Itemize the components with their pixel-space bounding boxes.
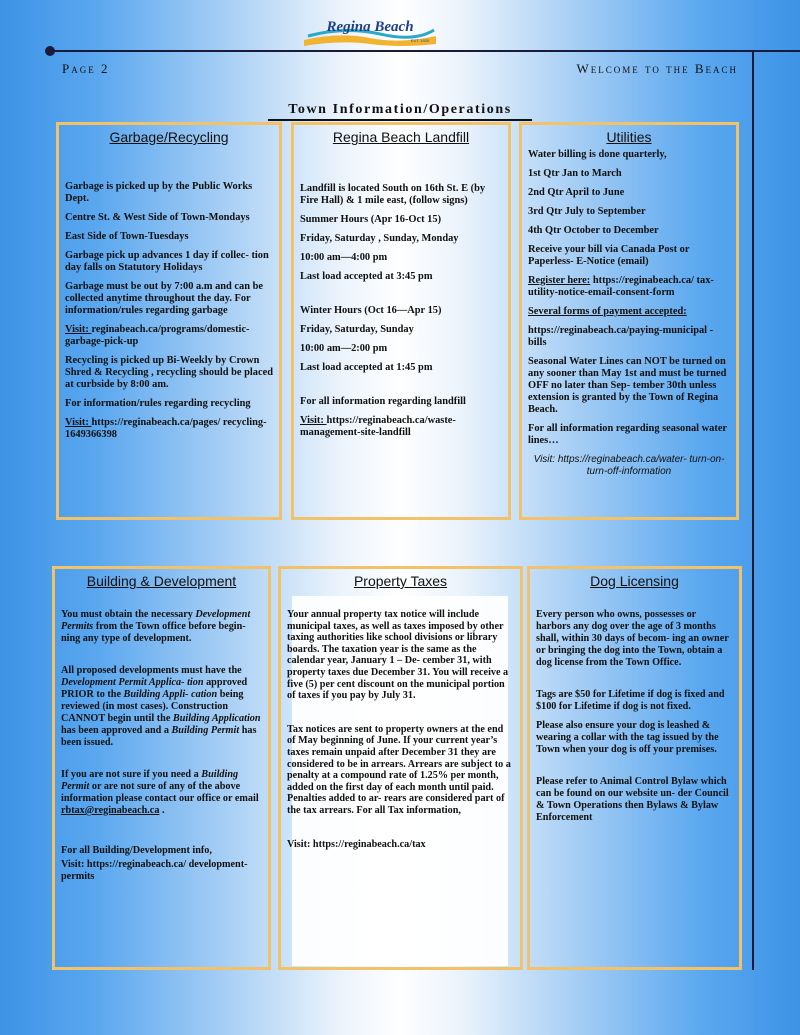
- utilities-text: 2nd Qtr April to June: [528, 187, 625, 198]
- utilities-box: [519, 122, 739, 520]
- dog-text: Please refer to Animal Control Bylaw which can be found on our website un- der Council & Town Operations then Bylaws & Bylaw Enforcement: [536, 776, 729, 823]
- utilities-text: Water billing is done quarterly,: [528, 149, 667, 160]
- recycling-text: For information/rules regarding recycling: [65, 398, 251, 409]
- text-run: All proposed developments must have the: [61, 665, 242, 676]
- landfill-text: Landfill is located South on 16th St. E (by Fire Hall) & 1 mile east, (follow signs): [300, 183, 486, 206]
- logo-text: Regina Beach: [326, 19, 414, 35]
- landfill-text: Friday, Saturday , Sunday, Monday: [300, 233, 459, 244]
- landfill-text: Friday, Saturday, Sunday: [300, 324, 414, 335]
- tax-link[interactable]: Visit: https://reginabeach.ca/tax: [287, 838, 426, 850]
- utilities-title: Utilities: [606, 129, 652, 145]
- building-box: [52, 566, 271, 970]
- tax-title: Property Taxes: [353, 573, 448, 589]
- right-rule: [752, 52, 754, 970]
- regina-beach-logo: [300, 14, 440, 48]
- garbage-recycling-box: [56, 122, 282, 520]
- landfill-text: For all information regarding landfill: [300, 396, 466, 407]
- landfill-text: Winter Hours (Oct 16—Apr 15): [300, 305, 442, 316]
- payment-heading: Several forms of payment accepted:: [528, 306, 687, 317]
- utilities-text: For all information regarding seasonal water lines…: [528, 423, 727, 446]
- building-text: [61, 609, 262, 645]
- text-run: has been approved and a: [61, 725, 172, 736]
- recycling-visit: [65, 417, 273, 441]
- utilities-text: 3rd Qtr July to September: [528, 206, 646, 217]
- garbage-visit: [65, 324, 273, 348]
- dog-licensing-box: [527, 566, 742, 970]
- tax-text: Your annual property tax notice will include municipal taxes, as well as taxes imposed by other taxing authorities like school divisions or library boards. The taxation year is the same as the calendar year, January 1 – De- cember 31, with property taxes due December 31. You will receive a five (5) per cent discount on the municipal portion of taxes if you pay by July 31.: [287, 609, 509, 702]
- header-rule: [50, 50, 800, 52]
- text-run: For all Building/Development info,: [61, 845, 212, 856]
- text-run: Building Appli- cation: [123, 689, 218, 700]
- text-run: Development Permits: [61, 609, 251, 632]
- utilities-text: 1st Qtr Jan to March: [528, 168, 622, 179]
- garbage-link[interactable]: reginabeach.ca/programs/domestic- garbage-pick-up: [65, 324, 250, 347]
- building-text: [61, 845, 262, 857]
- building-title: Building & Development: [86, 573, 237, 589]
- garbage-text: Centre St. & West Side of Town-Mondays: [65, 212, 250, 223]
- text-run: or are not sure of any of the above information please contact our office or email: [61, 781, 259, 804]
- dog-text: Please also ensure your dog is leashed & wearing a collar with the tag issued by the Town when your dog is off your premises.: [536, 720, 719, 755]
- text-run: being reviewed (in most cases). Construction CANNOT begin until the: [61, 689, 244, 724]
- utilities-text: Seasonal Water Lines can NOT be turned on any sooner than May 1st and must be turned OFF no later than Sep- tember 30th unless extension is granted by the Town of Regina Beach.: [528, 356, 727, 415]
- welcome-label: Welcome to the Beach: [576, 61, 738, 76]
- text-run: approved PRIOR to the: [61, 677, 248, 700]
- landfill-text: 10:00 am—4:00 pm: [300, 252, 388, 263]
- dog-text: Tags are $50 for Lifetime if dog is fixed and $100 for Lifetime if dog is not fixed.: [536, 689, 725, 712]
- water-lines-link[interactable]: Visit: https://reginabeach.ca/water- turn-on-turn-off-information: [533, 454, 725, 477]
- utilities-text: Receive your bill via Canada Post or Paperless- E-Notice (email): [528, 244, 690, 267]
- logo-est: EST. 1920: [410, 38, 430, 43]
- garbage-text: Garbage pick up advances 1 day if collec- tion day falls on Statutory Holidays: [65, 250, 269, 273]
- landfill-box: [291, 122, 511, 520]
- register-link[interactable]: https://reginabeach.ca/ tax-utility-notice-email-consent-form: [528, 275, 714, 298]
- register-label: Register here:: [528, 275, 591, 286]
- text-run: Development Permit Applica- tion: [61, 677, 204, 688]
- visit-label: Visit:: [65, 324, 92, 335]
- payment-link[interactable]: https://reginabeach.ca/paying-municipal -bills: [528, 325, 714, 348]
- dog-title: Dog Licensing: [590, 573, 679, 589]
- landfill-visit: [300, 415, 502, 439]
- tax-text: Tax notices are sent to property owners at the end of May beginning of June. If your current year’s taxes remain unpaid after December 31 they are considered to be in arrears. Arrears are subject to a penalty at a compound rate of 1.25% per month, added on the first day of each month until paid. Penalties added to ar- rears are considered part of the tax arrears. For all Tax information,: [287, 723, 511, 816]
- landfill-text: Last load accepted at 1:45 pm: [300, 362, 433, 373]
- landfill-link[interactable]: https://reginabeach.ca/waste- management-site-landfill: [300, 415, 456, 438]
- utilities-text: 4th Qtr October to December: [528, 225, 659, 236]
- section-title: Town Information/Operations: [268, 102, 532, 121]
- garbage-text: Garbage must be out by 7:00 a.m and can be collected anytime throughout the day. For information/rules regarding garbage: [65, 281, 264, 316]
- recycling-text: Recycling is picked up Bi-Weekly by Crown Shred & Recycling , recycling should be placed at curbside by 8:00 am.: [65, 355, 274, 390]
- visit-label: Visit:: [300, 415, 327, 426]
- page-label: Page 2: [62, 61, 110, 76]
- landfill-text: Last load accepted at 3:45 pm: [300, 271, 433, 282]
- garbage-text: Garbage is picked up by the Public Works Dept.: [65, 181, 253, 204]
- visit-label: Visit:: [65, 417, 92, 428]
- property-taxes-box: [278, 566, 523, 970]
- dog-text: Every person who owns, possesses or harbors any dog over the age of 3 months shall, within 30 days of becom- ing an owner or bringing the dog into the Town, obtain a dog license from the Town Office.: [536, 609, 729, 668]
- text-run: Building Permit: [61, 769, 239, 792]
- text-run: Building Application: [172, 713, 261, 724]
- recycling-link[interactable]: https://reginabeach.ca/pages/ recycling-1649366398: [65, 417, 267, 440]
- building-link[interactable]: Visit: https://reginabeach.ca/ development-permits: [61, 859, 248, 882]
- landfill-text: 10:00 am—2:00 pm: [300, 343, 388, 354]
- landfill-text: Summer Hours (Apr 16-Oct 15): [300, 214, 442, 225]
- building-text: [61, 769, 262, 817]
- landfill-title: Regina Beach Landfill: [332, 129, 470, 145]
- text-run: If you are not sure if you need a: [61, 769, 202, 780]
- garbage-text: East Side of Town-Tuesdays: [65, 231, 189, 242]
- text-run: You must obtain the necessary: [61, 609, 196, 620]
- garbage-title: Garbage/Recycling: [109, 129, 229, 145]
- email-link[interactable]: rbtax@reginabeach.ca: [61, 805, 160, 816]
- building-text: [61, 665, 262, 749]
- text-run: has been issued.: [61, 725, 257, 748]
- text-run: .: [159, 805, 165, 816]
- text-run: Building Permit: [171, 725, 240, 736]
- text-run: from the Town office before begin- ning any type of development.: [61, 621, 246, 644]
- utilities-register: [528, 275, 730, 299]
